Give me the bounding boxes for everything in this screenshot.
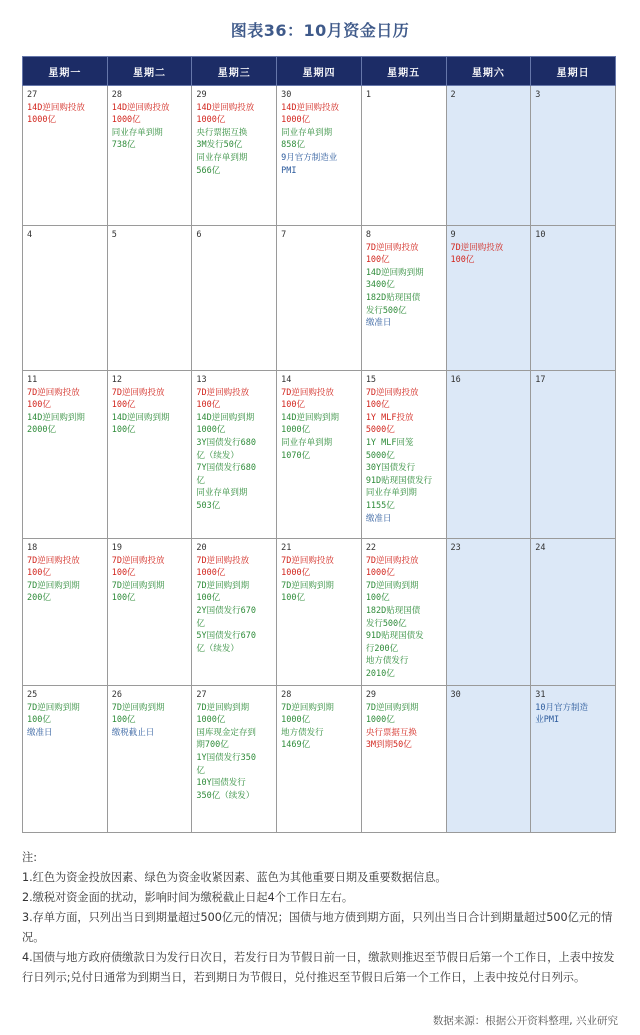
event-text: 1000亿 bbox=[196, 115, 226, 126]
event-text: 7D逆回购投放 bbox=[281, 387, 334, 398]
event-text: 7D逆回购到期 bbox=[365, 702, 419, 713]
event-text: 3400亿 bbox=[365, 280, 395, 291]
event-text: 91D贴现国债发行 bbox=[365, 475, 433, 486]
event-text: 14D逆回购到期 bbox=[111, 412, 170, 423]
event-text: 央行票据互换 bbox=[196, 127, 248, 138]
event-text: 1000亿 bbox=[27, 115, 56, 126]
event-text: 91D贴现国债发 bbox=[365, 631, 424, 642]
calendar-day-cell bbox=[277, 371, 362, 539]
event-text: 182D贴现国债 bbox=[365, 292, 421, 303]
event-text: 5Y国债发行670 bbox=[196, 631, 256, 642]
event-text: 7D逆回购到期 bbox=[196, 702, 250, 713]
event-text: 14D逆回购到期 bbox=[281, 412, 339, 423]
event-text: 14D逆回购投放 bbox=[196, 102, 255, 113]
event-text: 1070亿 bbox=[281, 450, 311, 461]
event-text: 缴准日 bbox=[365, 513, 392, 524]
day-number: 28 bbox=[111, 90, 122, 100]
calendar-day-cell bbox=[277, 86, 362, 226]
event-text: 1000亿 bbox=[281, 568, 311, 579]
event-text: 1Y国债发行350 bbox=[196, 752, 256, 763]
event-text: 7D逆回购投放 bbox=[111, 387, 165, 398]
event-text: 5000亿 bbox=[365, 425, 395, 436]
event-text: 1000亿 bbox=[196, 715, 226, 726]
event-text: 100亿 bbox=[196, 400, 221, 411]
event-text: 100亿 bbox=[450, 255, 475, 266]
event-text: 100亿 bbox=[27, 568, 51, 579]
event-text: 同业存单到期 bbox=[196, 488, 248, 499]
day-number: 10 bbox=[535, 230, 546, 240]
day-number: 29 bbox=[365, 690, 377, 700]
calendar-day-cell bbox=[446, 539, 531, 686]
event-text: 10月官方制造 bbox=[535, 702, 588, 713]
event-text: 亿（续发） bbox=[196, 450, 239, 461]
event-text: 100亿 bbox=[196, 593, 221, 604]
event-text: 7D逆回购到期 bbox=[111, 702, 165, 713]
calendar-day-cell bbox=[23, 86, 108, 226]
day-number: 23 bbox=[450, 543, 461, 553]
calendar-day-cell bbox=[531, 226, 616, 371]
event-text: 14D逆回购到期 bbox=[365, 267, 424, 278]
day-number: 1 bbox=[365, 90, 371, 100]
calendar-day-cell bbox=[531, 371, 616, 539]
event-text: 1155亿 bbox=[365, 500, 395, 511]
calendar-day-cell bbox=[107, 686, 192, 833]
note-4: 4.国债与地方政府债缴款日为发行日次日，若发行日为节假日前一日，缴款则推迟至节假日后第一个工作日，上表中按发行日列示;兑付日通常为到期当日，若到期日为节假日，兑付推迟至节假日后第一个工作日，上表中按兑付日列示。 bbox=[22, 951, 615, 984]
event-text: 7D逆回购投放 bbox=[27, 555, 80, 566]
event-text: 7D逆回购投放 bbox=[111, 555, 165, 566]
event-text: 200亿 bbox=[27, 593, 51, 604]
note-3: 3.存单方面，只列出当日到期量超过500亿元的情况；国债与地方债到期方面，只列出当日合计到期量超过500亿元的情况。 bbox=[22, 911, 613, 944]
event-text: 9月官方制造业 bbox=[281, 152, 338, 163]
event-text: 100亿 bbox=[281, 593, 305, 604]
day-number: 5 bbox=[111, 230, 117, 240]
calendar-day-cell bbox=[361, 86, 446, 226]
calendar-day-cell bbox=[192, 86, 277, 226]
event-text: 3M发行50亿 bbox=[196, 140, 243, 151]
calendar-day-cell bbox=[23, 539, 108, 686]
event-text: 30Y国债发行 bbox=[365, 463, 416, 474]
event-text: 100亿 bbox=[111, 400, 136, 411]
calendar-day-cell bbox=[107, 371, 192, 539]
calendar-day-cell bbox=[361, 226, 446, 371]
calendar-day-cell bbox=[277, 226, 362, 371]
event-text: 亿（续发） bbox=[196, 643, 239, 654]
calendar-day-cell bbox=[446, 686, 531, 833]
event-text: 100亿 bbox=[365, 255, 390, 266]
calendar-day-cell bbox=[446, 371, 531, 539]
event-text: 7D逆回购到期 bbox=[281, 702, 334, 713]
event-text: 7D逆回购投放 bbox=[450, 242, 504, 253]
day-number: 30 bbox=[450, 690, 461, 700]
calendar-week-row bbox=[23, 226, 616, 371]
day-number: 19 bbox=[111, 543, 122, 553]
note-heading: 注: bbox=[22, 851, 37, 864]
event-text: 同业存单到期 bbox=[281, 127, 333, 138]
calendar-day-cell bbox=[107, 539, 192, 686]
event-text: 7D逆回购到期 bbox=[196, 580, 250, 591]
day-number: 24 bbox=[535, 543, 546, 553]
event-text: 缴准日 bbox=[365, 318, 392, 329]
event-text: 同业存单到期 bbox=[281, 437, 333, 448]
day-number: 4 bbox=[27, 230, 33, 240]
day-number: 30 bbox=[281, 90, 292, 100]
event-text: 7D逆回购到期 bbox=[281, 580, 334, 591]
event-text: 1000亿 bbox=[196, 425, 226, 436]
day-number: 13 bbox=[196, 375, 207, 385]
day-number: 15 bbox=[365, 375, 377, 385]
day-number: 31 bbox=[535, 690, 546, 700]
calendar-day-cell bbox=[23, 686, 108, 833]
event-text: 期700亿 bbox=[196, 740, 229, 751]
event-text: 7D逆回购投放 bbox=[196, 555, 250, 566]
event-text: 央行票据互换 bbox=[365, 727, 417, 738]
event-text: 7D逆回购投放 bbox=[281, 555, 334, 566]
calendar-day-cell bbox=[23, 371, 108, 539]
day-number: 28 bbox=[281, 690, 292, 700]
day-number: 2 bbox=[450, 90, 456, 100]
event-text: 14D逆回购投放 bbox=[27, 102, 85, 113]
calendar-day-cell bbox=[192, 539, 277, 686]
event-text: 7D逆回购投放 bbox=[365, 387, 419, 398]
day-number: 11 bbox=[27, 375, 38, 385]
calendar-day-cell bbox=[277, 539, 362, 686]
event-text: 14D逆回购到期 bbox=[196, 412, 255, 423]
event-text: 1000亿 bbox=[111, 115, 141, 126]
event-text: 亿 bbox=[196, 765, 205, 776]
event-text: 14D逆回购到期 bbox=[27, 412, 85, 423]
event-text: 5000亿 bbox=[365, 450, 395, 461]
event-text: 缴税截止日 bbox=[111, 727, 155, 738]
event-text: 1000亿 bbox=[281, 115, 311, 126]
event-text: 100亿 bbox=[111, 568, 136, 579]
event-text: 1469亿 bbox=[281, 740, 311, 751]
note-1: 1.红色为资金投放因素、绿色为资金收紧因素、蓝色为其他重要日期及重要数据信息。 bbox=[22, 871, 447, 884]
day-number: 9 bbox=[450, 230, 456, 240]
day-number: 27 bbox=[27, 90, 38, 100]
event-text: 同业存单到期 bbox=[196, 152, 248, 163]
chart-title: 图表36：10月资金日历 bbox=[230, 21, 410, 40]
event-text: 10Y国债发行 bbox=[196, 778, 246, 789]
event-text: 亿 bbox=[196, 475, 205, 486]
event-text: 100亿 bbox=[27, 715, 51, 726]
event-text: 1Y MLF回笼 bbox=[365, 437, 414, 448]
event-text: 7D逆回购投放 bbox=[27, 387, 80, 398]
event-text: 100亿 bbox=[111, 715, 136, 726]
event-text: 同业存单到期 bbox=[365, 488, 417, 499]
note-2: 2.缴税对资金面的扰动，影响时间为缴税截止日起4个工作日左右。 bbox=[22, 891, 354, 904]
weekday-header: 星期一 bbox=[23, 57, 108, 86]
event-text: 100亿 bbox=[365, 400, 390, 411]
calendar-week-row bbox=[23, 539, 616, 686]
event-text: 1000亿 bbox=[281, 425, 311, 436]
day-number: 21 bbox=[281, 543, 292, 553]
event-text: 503亿 bbox=[196, 500, 221, 511]
day-number: 7 bbox=[281, 230, 287, 240]
event-text: 行200亿 bbox=[365, 643, 399, 654]
event-text: 3M到期50亿 bbox=[365, 740, 412, 751]
event-text: 业PMI bbox=[535, 715, 560, 726]
weekday-header: 星期二 bbox=[107, 57, 192, 86]
day-number: 17 bbox=[535, 375, 546, 385]
day-number: 29 bbox=[196, 90, 207, 100]
event-text: 1000亿 bbox=[365, 715, 395, 726]
event-text: 7Y国债发行680 bbox=[196, 463, 256, 474]
event-text: 2000亿 bbox=[27, 425, 56, 436]
event-text: 国库现金定存到 bbox=[196, 727, 256, 738]
event-text: 182D贴现国债 bbox=[365, 605, 421, 616]
event-text: 7D逆回购到期 bbox=[27, 702, 80, 713]
weekday-header: 星期日 bbox=[531, 57, 616, 86]
event-text: 缴准日 bbox=[27, 727, 53, 738]
calendar-day-cell bbox=[23, 226, 108, 371]
event-text: 3Y国债发行680 bbox=[196, 437, 256, 448]
event-text: 566亿 bbox=[196, 165, 221, 176]
event-text: 7D逆回购到期 bbox=[27, 580, 80, 591]
event-text: 1Y MLF投放 bbox=[365, 412, 414, 423]
event-text: 738亿 bbox=[111, 140, 136, 151]
day-number: 27 bbox=[196, 690, 207, 700]
day-number: 25 bbox=[27, 690, 38, 700]
event-text: 2Y国债发行670 bbox=[196, 605, 256, 616]
calendar-day-cell bbox=[192, 371, 277, 539]
day-number: 14 bbox=[281, 375, 292, 385]
event-text: 350亿（续发） bbox=[196, 790, 255, 801]
day-number: 3 bbox=[535, 90, 541, 100]
day-number: 6 bbox=[196, 230, 202, 240]
weekday-header: 星期六 bbox=[446, 57, 531, 86]
source-note: 数据来源：根据公开资料整理, 兴业研究 bbox=[432, 1015, 618, 1027]
event-text: 7D逆回购到期 bbox=[365, 580, 419, 591]
notes-section bbox=[22, 848, 622, 988]
day-number: 22 bbox=[365, 543, 377, 553]
event-text: 地方债发行 bbox=[281, 727, 324, 738]
event-text: 100亿 bbox=[111, 593, 136, 604]
event-text: 1000亿 bbox=[281, 715, 311, 726]
event-text: 7D逆回购投放 bbox=[365, 555, 419, 566]
event-text: 7D逆回购投放 bbox=[365, 242, 419, 253]
calendar-day-cell bbox=[361, 539, 446, 686]
calendar-week-row bbox=[23, 371, 616, 539]
day-number: 16 bbox=[450, 375, 461, 385]
event-text: 14D逆回购投放 bbox=[111, 102, 170, 113]
calendar-body bbox=[23, 86, 616, 833]
event-text: 地方债发行 bbox=[365, 656, 409, 667]
day-number: 20 bbox=[196, 543, 207, 553]
calendar-day-cell bbox=[446, 86, 531, 226]
calendar-header bbox=[23, 57, 616, 86]
calendar-day-cell bbox=[192, 226, 277, 371]
event-text: 亿 bbox=[196, 618, 205, 629]
calendar-day-cell bbox=[531, 686, 616, 833]
weekday-header: 星期三 bbox=[192, 57, 277, 86]
event-text: 100亿 bbox=[365, 593, 390, 604]
event-text: 7D逆回购投放 bbox=[196, 387, 250, 398]
event-text: 发行500亿 bbox=[365, 618, 407, 629]
event-text: 1000亿 bbox=[365, 568, 395, 579]
event-text: 发行500亿 bbox=[365, 305, 407, 316]
calendar-day-cell bbox=[531, 539, 616, 686]
calendar-day-cell bbox=[361, 371, 446, 539]
event-text: 14D逆回购投放 bbox=[281, 102, 339, 113]
event-text: 100亿 bbox=[27, 400, 51, 411]
calendar-day-cell bbox=[107, 86, 192, 226]
calendar-day-cell bbox=[531, 86, 616, 226]
calendar-day-cell bbox=[446, 226, 531, 371]
calendar-day-cell bbox=[107, 226, 192, 371]
event-text: 同业存单到期 bbox=[111, 127, 163, 138]
day-number: 26 bbox=[111, 690, 122, 700]
event-text: PMI bbox=[281, 165, 297, 176]
calendar-table bbox=[22, 56, 616, 833]
calendar-day-cell bbox=[361, 686, 446, 833]
event-text: 2010亿 bbox=[365, 668, 395, 679]
event-text: 858亿 bbox=[281, 140, 305, 151]
weekday-header: 星期四 bbox=[277, 57, 362, 86]
calendar-day-cell bbox=[277, 686, 362, 833]
weekday-header: 星期五 bbox=[361, 57, 446, 86]
day-number: 8 bbox=[365, 230, 371, 240]
calendar-day-cell bbox=[192, 686, 277, 833]
calendar-week-row bbox=[23, 686, 616, 833]
day-number: 18 bbox=[27, 543, 38, 553]
event-text: 1000亿 bbox=[196, 568, 226, 579]
event-text: 7D逆回购到期 bbox=[111, 580, 165, 591]
calendar-week-row bbox=[23, 86, 616, 226]
event-text: 100亿 bbox=[281, 400, 305, 411]
event-text: 100亿 bbox=[111, 425, 136, 436]
day-number: 12 bbox=[111, 375, 122, 385]
